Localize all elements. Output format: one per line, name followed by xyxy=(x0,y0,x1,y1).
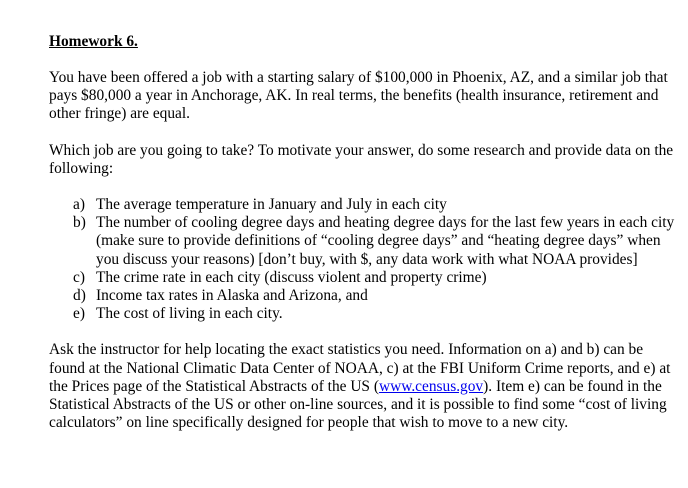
instructions-text-after-link: ). Item e) can be found in the Statistical Abstracts of the US or other on-line sources, and it is possible to find some “cost of living calculators” on line specifically designed for people that wish to move to a new city. xyxy=(49,377,667,432)
list-item-text: The crime rate in each city (discuss violent and property crime) xyxy=(96,268,487,286)
list-item xyxy=(49,305,677,323)
list-item xyxy=(49,287,677,305)
instructions-paragraph xyxy=(49,341,677,432)
list-marker: b) xyxy=(73,214,86,232)
census-link[interactable]: www.census.gov xyxy=(378,377,484,395)
list-marker: a) xyxy=(73,196,85,214)
list-item-text: The cost of living in each city. xyxy=(96,305,283,323)
list-item xyxy=(49,214,677,269)
list-marker: d) xyxy=(73,287,86,305)
list-marker: e) xyxy=(73,305,85,323)
instructions-text-before-link: Ask the instructor for help locating the exact statistics you need. Information on a) and b) can be found at the National Climatic Data Center of NOAA, c) at the FBI Uniform Crime reports, and e) at the Prices page of the Statistical Abstracts of the US ( xyxy=(49,341,671,395)
list-item-text: Income tax rates in Alaska and Arizona, and xyxy=(96,287,368,305)
requirements-list xyxy=(49,196,677,323)
question-paragraph: Which job are you going to take? To motivate your answer, do some research and provide data on the following: xyxy=(49,141,674,177)
list-marker: c) xyxy=(73,268,85,286)
intro-paragraph: You have been offered a job with a starting salary of $100,000 in Phoenix, AZ, and a similar job that pays $80,000 a year in Anchorage, AK. In real terms, the benefits (health insurance, retirement and other fringe) are equal. xyxy=(49,69,668,123)
list-item-text: The number of cooling degree days and heating degree days for the last few years in each city (make sure to provide definitions of “cooling degree days” and “heating degree days” when you discuss your reasons) [don’t buy, with $, any data work with what NOAA provides] xyxy=(96,214,675,268)
list-item-text: The average temperature in January and July in each city xyxy=(96,196,447,214)
document-page xyxy=(49,33,677,432)
list-item xyxy=(49,196,677,214)
page-title: Homework 6. xyxy=(49,33,138,50)
list-item xyxy=(49,269,677,287)
